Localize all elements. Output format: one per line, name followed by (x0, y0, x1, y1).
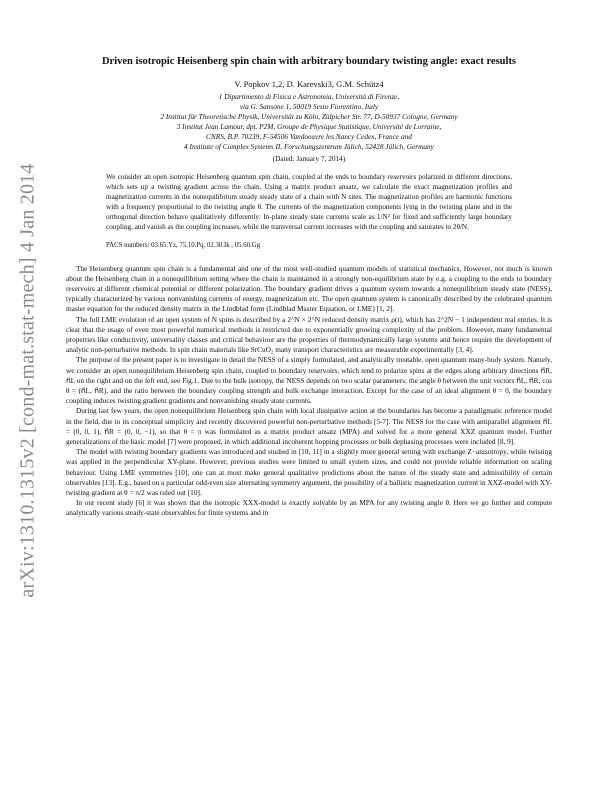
body-paragraph: During last few years, the open nonequilibrium Heisenberg spin chain with local dissipative action at the boundaries has become a paradigmatic reference model in the field, due to its conceptual simplicity and recently discovered powerful non-perturbative methods [5-7]. The NESS for the case with antiparallel alignment n⃗L = (0, 0, 1), n⃗R = (0, 0, −1), so that θ = π was formulated as a matrix product ansatz (MPA) and solved for a more general XXZ quantum model. Further generalizations of the basic model [7] were proposed, in which additional incoherent hopping processes or bulk dephasing processes were included [8, 9]. (66, 406, 552, 447)
pacs-numbers: PACS numbers: 03.65.Yz, 75.10.Pq, 02.30.Ik , 05.60.Gg (106, 241, 261, 249)
body-text (66, 264, 552, 519)
arxiv-identifier-text: arXiv:1310.1315v2 [cond-mat.stat-mech] 4 Jan 2014 (16, 162, 39, 598)
affiliation-line: 1 Dipartimento di Fisica e Astronomia, Università di Firenze, (218, 92, 400, 101)
date-line: (Dated: January 7, 2014) (272, 154, 346, 163)
affiliation-line: CNRS, B.P. 70239, F-54506 Vandoeuvre les Nancy Cedex, France and (206, 132, 412, 141)
affiliation-line: 2 Institut für Theoretische Physik, Universität zu Köln, Zülpicher Str. 77, D-50937 Cologne, Germany (160, 112, 458, 121)
paper-title: Driven isotropic Heisenberg spin chain with arbitrary boundary twisting angle: exact results (101, 56, 517, 67)
affiliation-line: 4 Institute of Complex Systems II, Forschungszentrum Jülich, 52428 Jülich, Germany (184, 142, 434, 151)
body-paragraph: In our recent study [6] it was shown that the isotropic XXX-model is exactly solvable by an MPA for any twisting angle θ. Here we go further and compute analytically various steady-state observables for finite systems and in (66, 498, 552, 518)
affiliation-line: 3 Institut Jean Lamour, dpt. P2M, Groupe de Physique Statistique, Université de Lorraine, (176, 122, 442, 131)
body-paragraph: The full LME evolution of an open system of N spins is described by a 2^N × 2^N reduced density matrix ρ(t), which has 2^2N − 1 independent real entries. It is clear that the usage of even most powerful numerical methods is restricted due to exponentially growing complexity of the problem. However, many fundamental properties like conductivity, universality classes and critical behaviour are the properties of thermodynamically large systems and hence require the development of analytic non-perturbative methods. In spin chain materials like SrCuO₂ many transport characteristics are measurable experimentally [3, 4]. (66, 314, 552, 355)
affiliation-block (66, 92, 552, 152)
abstract: We consider an open isotropic Heisenberg quantum spin chain, coupled at the ends to boundary reservoirs polarized in different directions, which sets up a twisting gradient across the chain. Using a matrix product ansatz, we calculate the exact magnetization profiles and magnetization currents in the nonequilibrium steady steady state of a chain with N sites. The magnetization profiles are harmonic functions with a frequency proportional to the twisting angle θ. The currents of the magnetization components lying in the twisting plane and in the orthogonal direction behave qualitatively differently: In-plane steady state currents scale as 1/N² for fixed and sufficiently large boundary coupling, and vanish as the coupling increases, while the transversal current increases with the coupling and saturates to 2θ/N. (106, 173, 512, 232)
body-paragraph: The model with twisting boundary gradients was introduced and studied in [10, 11] in a slightly more general setting with exchange Z−anisotropy, while twisting was applied in the perpendicular XY-plane. However, previous studies were limited to small system sizes, and could not provide reliable information on scaling behaviour. Using LME symmetries [10], one can at most make general qualitative predictions about the nature of the steady state and admissibility of certain observables [13]. E.g., based on a particular odd-even size alternating symmetry argument, the possibility of a ballistic magnetization current in XXZ-model with XY-twisting gradient at θ = π/2 was ruled out [10]. (66, 447, 552, 498)
body-paragraph: The Heisenberg quantum spin chain is a fundamental and one of the most well-studied quantum models of statistical mechanics. However, not much is known about the Heisenberg chain in a nonequilibrium setting where the chain is maintained in a strongly non-equilibrium state by e.g. a coupling to the ends to boundary reservoirs at different chemical potential or different polarization. The boundary gradient drives a quantum system towards a nonequilibrium steady state (NESS), typically characterized by various nonvanishing currents of energy, magnetization etc. The open quantum system is canonically described by the celebrated quantum master equation for the reduced density matrix in the Lindblad form (Lindblad Master Equation, or LME) [1, 2]. (66, 263, 552, 314)
affiliation-line: via G. Sansone 1, 50019 Sesto Fiorentino, Italy (239, 102, 379, 111)
body-paragraph: The purpose of the present paper is to investigate in detail the NESS of a simply formulated, and analytically treatable, open quantum many-body system. Namely, we consider an open nonequilibrium Heisenberg spin chain, coupled to boundary reservoirs, which tend to polarize spins at the edges along arbitrary directions n⃗R, n⃗L on the right and on the left end, see Fig.1. Due to the bulk isotropy, the NESS depends on two scalar parameters: the angle θ between the unit vectors n⃗L, n⃗R, cos θ = (n⃗L, n⃗R), and the ratio between the boundary coupling strength and bulk exchange interaction. Except for the case of an ideal alignment θ = 0, the boundary coupling induces twisting gradient gradients and nonvanishing steady state currents. (66, 355, 552, 406)
author-list: V. Popkov 1,2, D. Karevski3, G.M. Schütz4 (234, 79, 384, 89)
arxiv-identifier-stamp (10, 150, 46, 610)
paper-page (66, 55, 552, 519)
